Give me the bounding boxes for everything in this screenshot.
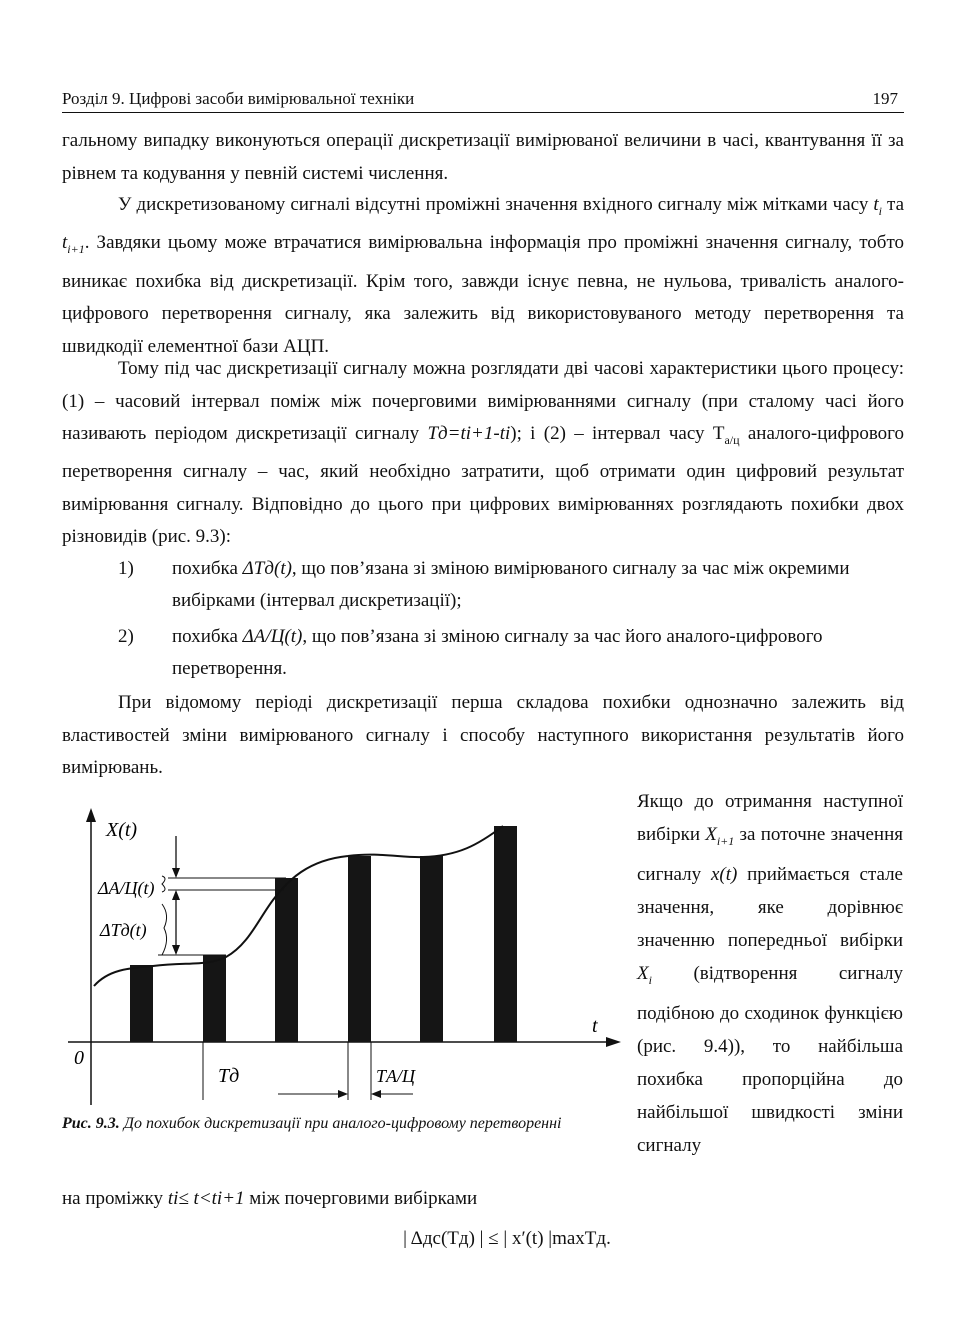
sample-bar bbox=[130, 965, 153, 1042]
arrow-right-icon bbox=[338, 1090, 348, 1098]
arrow-left-icon bbox=[371, 1090, 381, 1098]
page-header bbox=[62, 84, 904, 113]
chapter-title: Розділ 9. Цифрові засоби вимірювальної техніки bbox=[62, 89, 415, 108]
paragraph-3: Тому під час дискретизації сигналу можна розглядати дві часові характеристики цього процесу: (1) – часовий інтервал поміж між почерговими вимірюваннями сигналу (при сталому часі його називають періодом дискретизації сигналу Tд=ti+1-ti); і (2) – інтервал часу $Т_{а/ц}$ аналого-цифрового перетворення сигналу – час, який необхідно затратити, щоб отримати один цифровий результат вимірювання сигналу. Відповідно до цього при цифрових вимірюваннях розглядають похибки двох різновидів (рис. 9.3): bbox=[62, 358, 904, 548]
sample-bar bbox=[348, 856, 371, 1042]
paragraph-4: При відомому періоді дискретизації перша складова похибки однозначно залежить від властивостей зміни вимірюваного сигналу і способу наступного використання результатів його вимірювань. bbox=[62, 692, 904, 778]
page-number: 197 bbox=[872, 89, 898, 108]
sample-bar bbox=[275, 878, 298, 1042]
sample-bar bbox=[420, 856, 443, 1042]
label-dt: ΔTд(t) bbox=[100, 920, 147, 940]
figure-9-3 bbox=[58, 800, 628, 1110]
arrow-up-icon bbox=[172, 890, 180, 900]
x-axis-arrow-icon bbox=[606, 1037, 621, 1047]
paragraph-1: гальному випадку виконуються операції дискретизації вимірюваної величини в часі, квантування її за рівнем та кодування у певній системі числення. bbox=[62, 130, 904, 184]
sample-bar bbox=[203, 955, 226, 1042]
bottom-line: на проміжку ti≤ t<ti+1 між почерговими вибірками bbox=[62, 1188, 478, 1209]
figure-caption: Рис. 9.3. До похибок дискретизації при аналого-цифровому перетворенні bbox=[62, 1115, 562, 1132]
y-axis-label: X(t) bbox=[106, 819, 138, 841]
label-dac: ΔА/Ц(t) bbox=[98, 878, 155, 898]
paragraph-2: У дискретизованому сигналі відсутні проміжні значення вхідного сигналу між мітками часу $t_i$ та $t_{i+1}$. Завдяки цьому може втрачатися вимірювальна інформація про проміжні значення сигналу, тобто виникає похибка від дискретизації. Крім того, завжди існує певна, не нульова, тривалість аналого-цифрового перетворення сигналу, яка залежить від використовуваного методу перетворення та швидкодії елементної бази АЦП. bbox=[62, 194, 905, 357]
side-paragraph: Якщо до отримання наступної вибірки $X_{i+1}$ за поточне значення сигналу x(t) приймається стале значення, яке дорівнює значенню попередньої вибірки $X_i$ (відтворення сигналу подібною до сходинок функцією (рис. 9.4)), то найбільша похибка пропорційна до найбільшої швидкості зміни сигналу bbox=[637, 791, 904, 1156]
arrow-down-icon bbox=[172, 945, 180, 955]
label-tac: TА/Ц bbox=[376, 1066, 416, 1086]
formula: | Δдс(Tд) | ≤ | x′(t) |maxTд. bbox=[403, 1228, 611, 1249]
x-axis-label: t bbox=[592, 1015, 598, 1037]
arrow-down-icon bbox=[172, 868, 180, 878]
sample-bars bbox=[130, 826, 517, 1042]
sample-bar bbox=[494, 826, 517, 1042]
origin-label: 0 bbox=[74, 1047, 84, 1069]
label-td: Tд bbox=[218, 1065, 240, 1087]
y-axis-arrow-icon bbox=[86, 808, 96, 822]
